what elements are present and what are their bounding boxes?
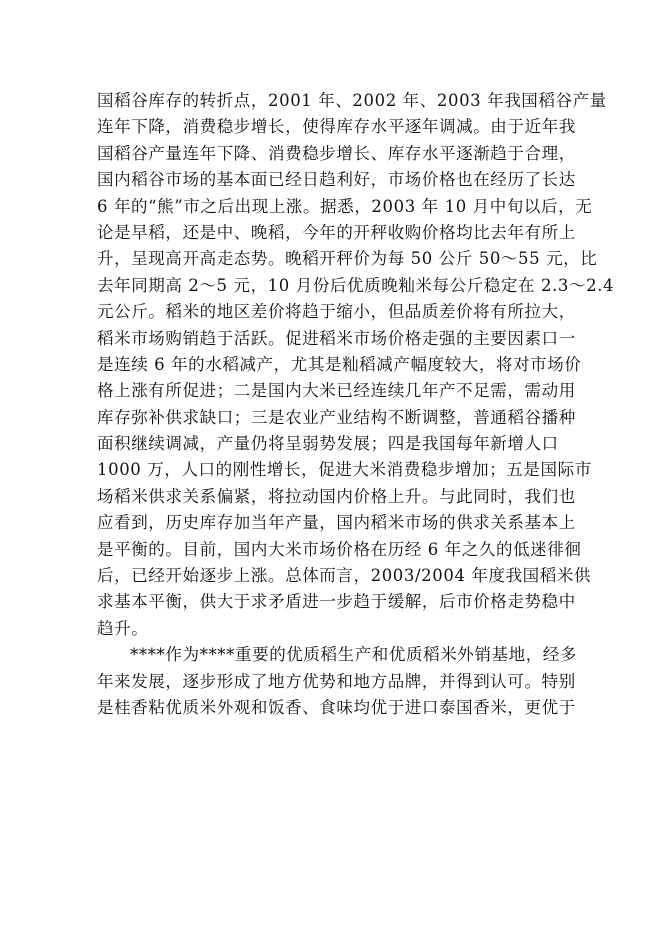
text-line: 1000 万，人口的刚性增长，促进大米消费稳步增加；五是国际市 bbox=[97, 460, 592, 480]
paragraph-first-line: ****作为****重要的优质稻生产和优质稻米外销基地，经多 bbox=[130, 645, 577, 665]
text-line: 应看到，历史库存加当年产量，国内稻米市场的供求关系基本上 bbox=[97, 513, 576, 533]
text-line: 连年下降，消费稳步增长，使得库存水平逐年调减。由于近年我 bbox=[97, 117, 576, 137]
text-line: 趋升。 bbox=[97, 618, 149, 638]
text-line: 面积继续调减，产量仍将呈弱势发展；四是我国每年新增人口 bbox=[97, 434, 559, 454]
text-line: 后，已经开始逐步上涨。总体而言，2003/2004 年度我国稻米供 bbox=[97, 566, 592, 586]
body-text bbox=[97, 88, 617, 721]
text-line: 格上涨有所促进；二是国内大米已经连续几年产不足需，需动用 bbox=[97, 381, 576, 401]
text-line: 稻米市场购销趋于活跃。促进稻米市场价格走强的主要因素口一 bbox=[97, 328, 576, 348]
text-line: 论是早稻，还是中、晚稻，今年的开秤收购价格均比去年有所上 bbox=[97, 222, 576, 242]
text-line: 6 年的“熊”市之后出现上涨。据悉，2003 年 10 月中旬以后，无 bbox=[97, 196, 593, 216]
text-line: 年来发展，逐步形成了地方优势和地方品牌，并得到认可。特别 bbox=[97, 671, 576, 691]
text-line: 是连续 6 年的水稻减产，尤其是籼稻减产幅度较大，将对市场价 bbox=[97, 354, 582, 374]
text-line: 元公斤。稻米的地区差价将趋于缩小，但品质差价将有所拉大， bbox=[97, 302, 576, 322]
text-line: 去年同期高 2～5 元，10 月份后优质晚籼米每公斤稳定在 2.3～2.4 bbox=[97, 275, 615, 295]
text-line: 国内稻谷市场的基本面已经日趋利好，市场价格也在经历了长达 bbox=[97, 170, 576, 190]
text-line: 国稻谷库存的转折点，2001 年、2002 年、2003 年我国稻谷产量 bbox=[97, 91, 607, 110]
text-line: 求基本平衡，供大于求矛盾进一步趋于缓解，后市价格走势稳中 bbox=[97, 592, 576, 612]
text-line: 是桂香粘优质米外观和饭香、食味均优于进口泰国香米，更优于 bbox=[97, 697, 576, 717]
text-line: 国稻谷产量连年下降、消费稳步增长、库存水平逐渐趋于合理， bbox=[97, 143, 576, 163]
text-line: 库存弥补供求缺口；三是农业产业结构不断调整，普通稻谷播种 bbox=[97, 407, 576, 427]
text-line: 场稻米供求关系偏紧，将拉动国内价格上升。与此同时，我们也 bbox=[97, 486, 576, 506]
text-line: 升，呈现高开高走态势。晚稻开秤价为每 50 公斤 50～55 元，比 bbox=[97, 249, 598, 269]
text-line: 是平衡的。目前，国内大米市场价格在历经 6 年之久的低迷徘徊 bbox=[97, 539, 582, 559]
